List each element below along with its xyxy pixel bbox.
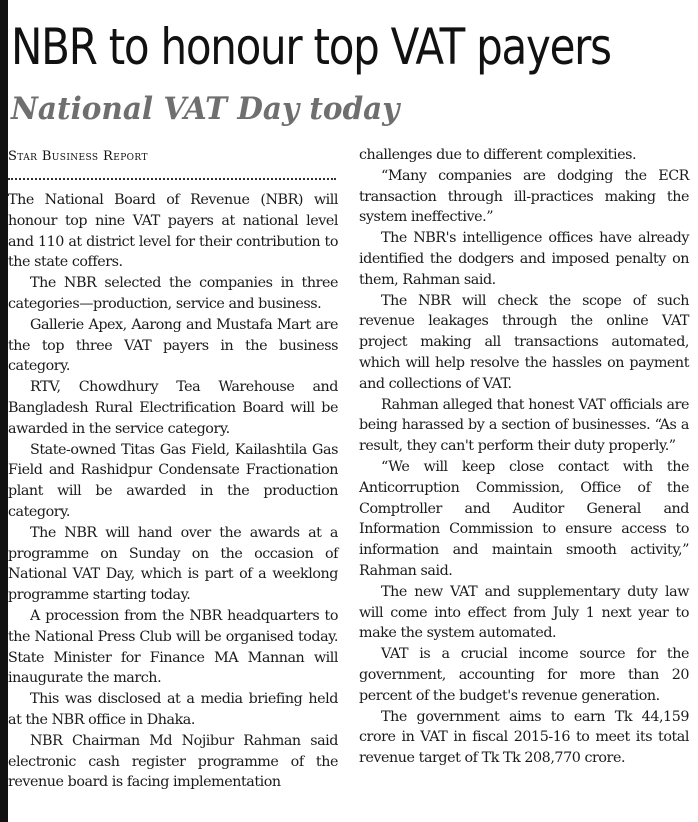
left-margin-bar: [0, 0, 8, 822]
headline: NBR to honour top VAT payers: [11, 18, 611, 76]
paragraph: NBR Chairman Md Nojibur Rahman said electronic cash register programme of the revenue board is facing implementation: [8, 732, 338, 791]
paragraph: VAT is a crucial income source for the government, accounting for more than 20 percent of the budget's revenue generation.: [359, 646, 689, 704]
paragraph: State-owned Titas Gas Field, Kailashtila Gas Field and Rashidpur Condensate Fractionation plant will be awarded in the production category.: [8, 441, 338, 520]
paragraph: The NBR's intelligence offices have already identified the dodgers and imposed penalty on them, Rahman said.: [359, 230, 689, 288]
byline: Star Business Report: [8, 149, 148, 164]
paragraph: Gallerie Apex, Aarong and Mustafa Mart are the top three VAT payers in the business category.: [8, 316, 338, 375]
paragraph: “Many companies are dodging the ECR transaction through ill-practices making the system ineffective.”: [359, 167, 689, 226]
paragraph: Rahman alleged that honest VAT officials are being harassed by a section of businesses. “As a result, they can't perform their duty properly.”: [359, 396, 689, 455]
byline-divider: [8, 178, 336, 180]
paragraph-continued: challenges due to different complexities.: [359, 147, 637, 163]
paragraph: The National Board of Revenue (NBR) will honour top nine VAT payers at national level and 110 at district level for their contribution to the state coffers.: [8, 192, 338, 271]
paragraph: The NBR will check the scope of such revenue leakages through the online VAT project making all transactions automated, which will help resolve the hassles on payment and collections of VAT.: [359, 292, 689, 392]
paragraph: A procession from the NBR headquarters to the National Press Club will be organised today. State Minister for Finance MA Mannan will inaugurate the march.: [8, 607, 338, 687]
paragraph: This was disclosed at a media briefing held at the NBR office in Dhaka.: [8, 691, 338, 728]
paragraph: RTV, Chowdhury Tea Warehouse and Bangladesh Rural Electrification Board will be awarded in the service category.: [8, 379, 338, 437]
paragraph: The NBR will hand over the awards at a programme on Sunday on the occasion of National VAT Day, which is part of a weeklong programme starting today.: [8, 524, 338, 604]
subheadline: National VAT Day today: [11, 91, 400, 127]
paragraph: The NBR selected the companies in three categories—production, service and business.: [8, 275, 338, 312]
paragraph: The government aims to earn Tk 44,159 crore in VAT in fiscal 2015-16 to meet its total revenue target of Tk Tk 208,770 crore.: [359, 708, 689, 767]
paragraph: The new VAT and supplementary duty law will come into effect from July 1 next year to make the system automated.: [359, 583, 689, 642]
paragraph: “We will keep close contact with the Anticorruption Commission, Office of the Comptroller and Auditor General and Information Commission to ensure access to information and maintain smooth activity,” Rahman said.: [359, 458, 689, 579]
article-column-left: [8, 190, 338, 793]
article-column-right: [359, 145, 689, 769]
